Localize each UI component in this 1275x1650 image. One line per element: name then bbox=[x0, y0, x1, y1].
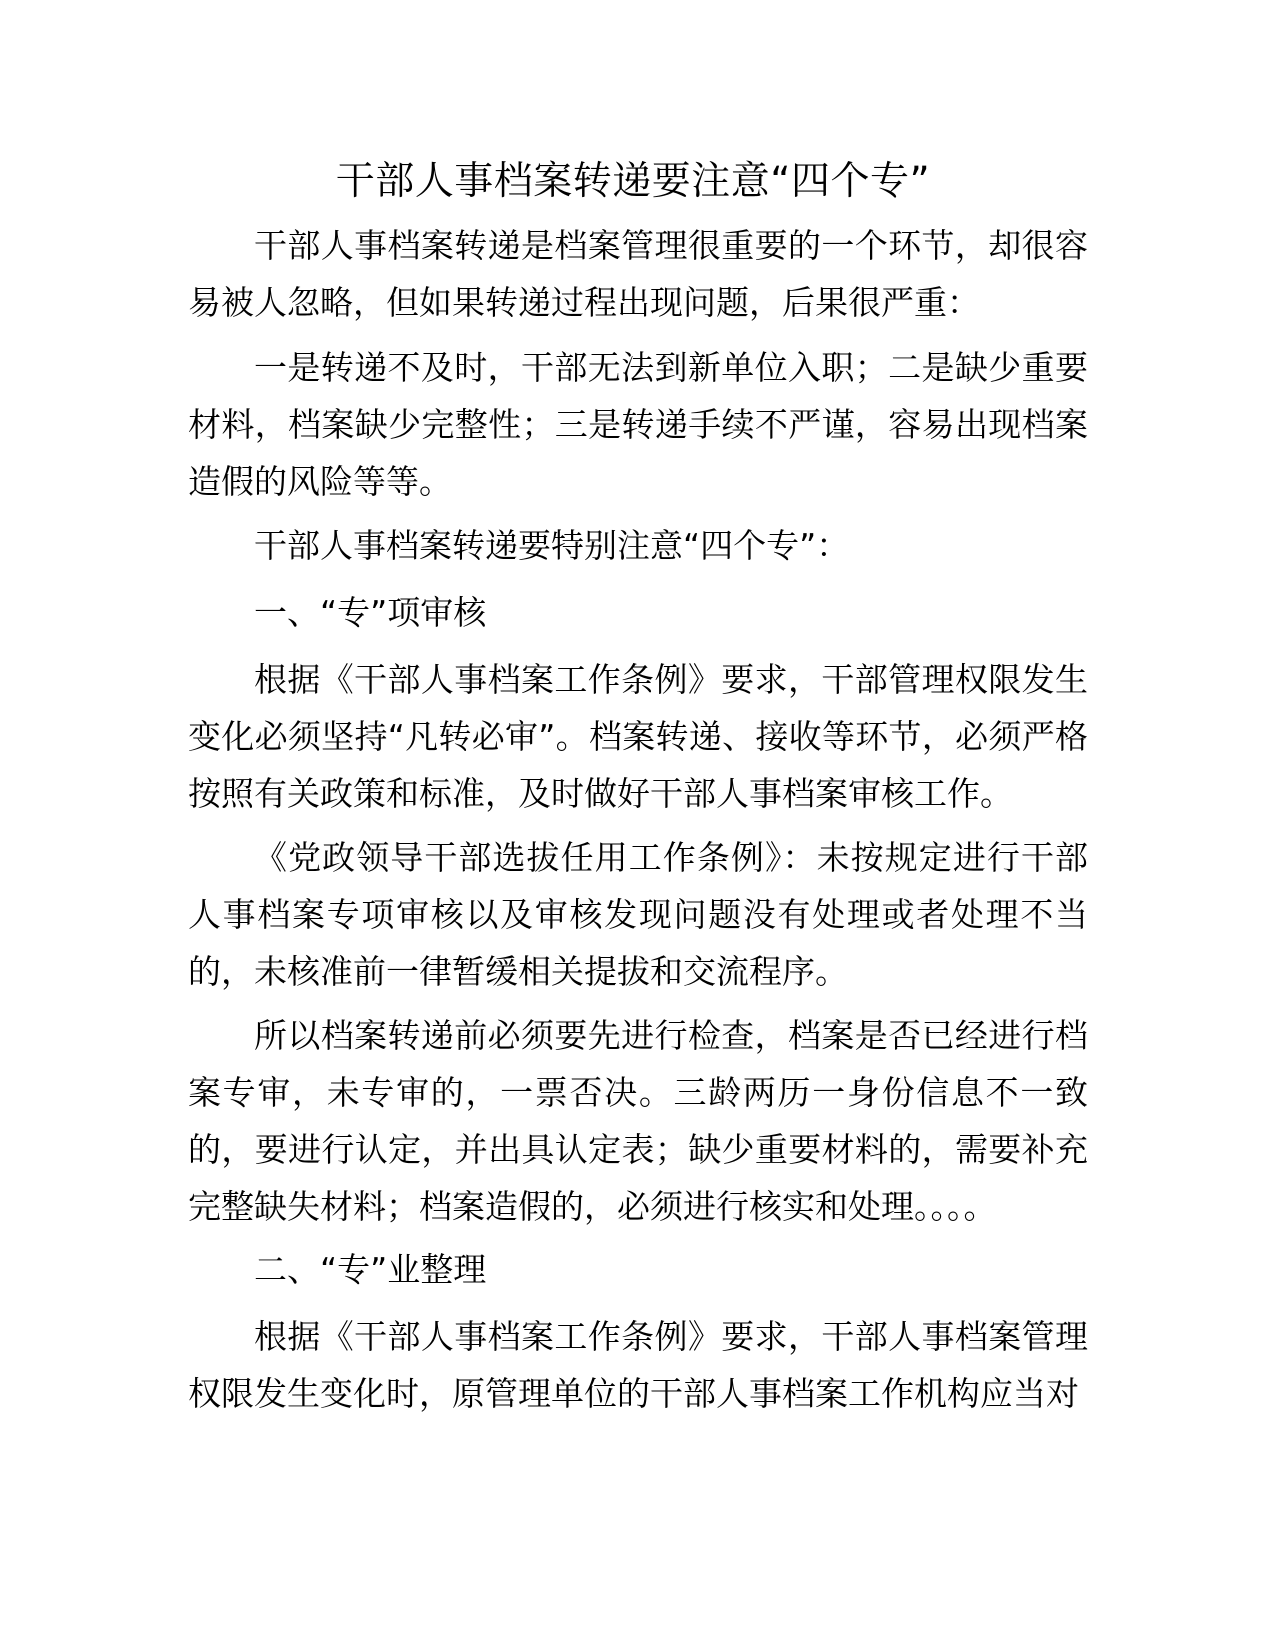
paragraph-pre-transfer-check: 所以档案转递前必须要先进行检查，档案是否已经进行档案专审，未专审的，一票否决。三龄两历一身份信息不一致的，要进行认定，并出具认定表；缺少重要材料的，需要补充完整缺失材料；档案造假的，必须进行核实和处理。。。。 bbox=[188, 1016, 1088, 1226]
document-title: 干部人事档案转递要注意“四个专” bbox=[335, 159, 931, 204]
paragraph-selection-regulation: 《党政领导干部选拔任用工作条例》：未按规定进行干部人事档案专项审核以及审核发现问题没有处理或者处理不当的，未核准前一律暂缓相关提拔和交流程序。 bbox=[188, 838, 1088, 991]
section-heading-special-review: 一、“专”项审核 bbox=[254, 593, 487, 632]
paragraph-regulation-review: 根据《干部人事档案工作条例》要求，干部管理权限发生变化必须坚持“凡转必审”。档案转递、接收等环节，必须严格按照有关政策和标准，及时做好干部人事档案审核工作。 bbox=[188, 660, 1088, 813]
paragraph-four-points-intro: 干部人事档案转递要特别注意“四个专”： bbox=[254, 526, 850, 565]
paragraph-problems: 一是转递不及时，干部无法到新单位入职；二是缺少重要材料，档案缺少完整性；三是转递手续不严谨，容易出现档案造假的风险等等。 bbox=[188, 348, 1088, 501]
section-heading-professional-arrangement: 二、“专”业整理 bbox=[254, 1250, 487, 1289]
paragraph-regulation-arrangement: 根据《干部人事档案工作条例》要求，干部人事档案管理权限发生变化时，原管理单位的干部人事档案工作机构应当对 bbox=[188, 1317, 1088, 1413]
paragraph-intro: 干部人事档案转递是档案管理很重要的一个环节，却很容易被人忽略，但如果转递过程出现问题，后果很严重： bbox=[188, 226, 1088, 322]
